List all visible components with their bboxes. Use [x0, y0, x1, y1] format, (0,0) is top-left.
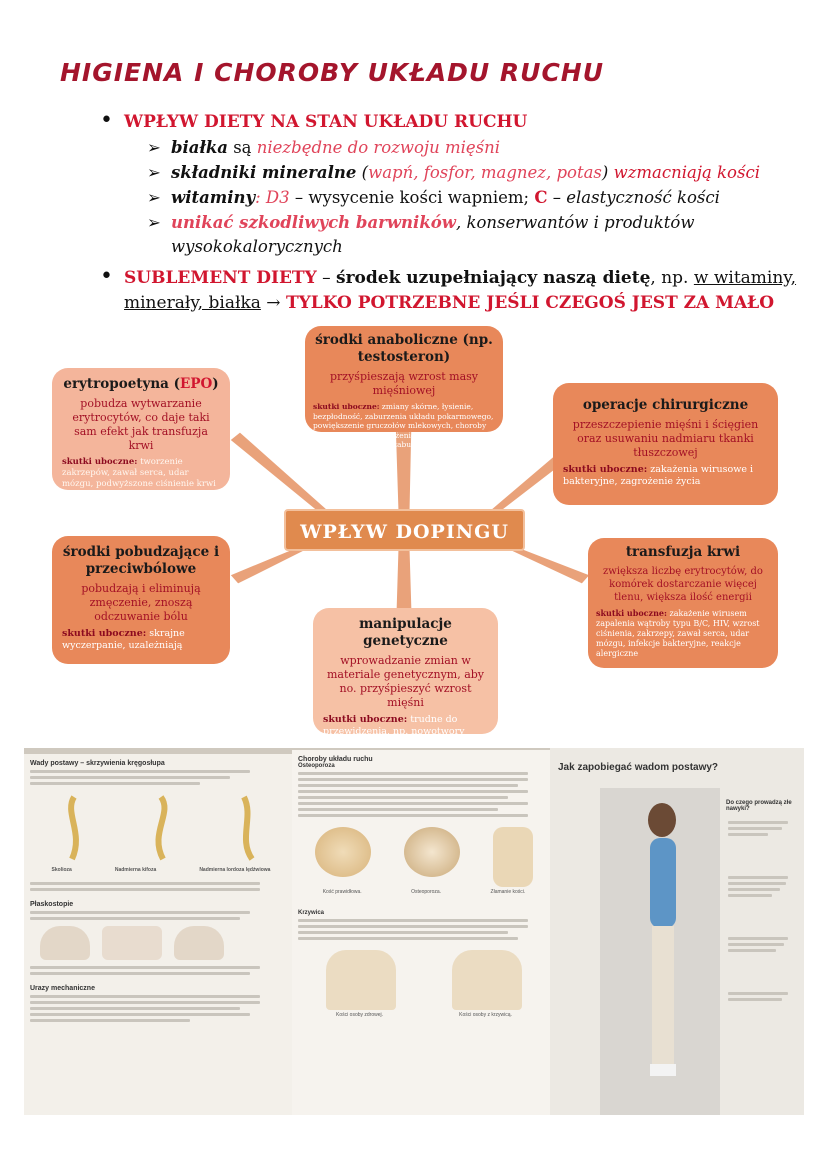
side-text: zmiany skórne, łysienie, bezpłodność, zaburzenia układu pokarmowego, powiększenie gruczołów mlekowych, choroby układu krążenia, obniżenie odporności i wzrost ryzyka nowotworów, zaburzenia psychiczne — [313, 402, 494, 449]
side-label: skutki uboczne: — [62, 457, 138, 467]
text-line — [298, 802, 528, 805]
footprint-icon — [40, 926, 90, 960]
spine-illustration-icon — [141, 793, 181, 863]
caption: Osteoporoza. — [411, 889, 442, 895]
line-bottom-right — [505, 546, 590, 584]
side-label: skutki uboczne: — [596, 608, 667, 618]
side-label: skutki uboczne: — [62, 628, 147, 639]
rickets-captions — [298, 1012, 550, 1019]
node-title-red: EPO — [180, 376, 213, 392]
text-line — [728, 998, 782, 1001]
diet-item-avoid-cont: wysokokalorycznych — [171, 237, 343, 256]
textbook-middle-page — [292, 750, 556, 1115]
node-stimulants — [52, 536, 230, 664]
text-line — [728, 937, 788, 940]
right-notes — [728, 818, 798, 1004]
text-line — [728, 821, 788, 824]
textbook-left-page — [24, 754, 298, 1115]
node-desc: przeszczepienie mięśni i ścięgien oraz usuwaniu nadmiaru tkanki tłuszczowej — [572, 418, 759, 459]
text-line — [728, 882, 786, 885]
item-text: – elastyczność kości — [547, 188, 720, 207]
item-bold: składniki mineralne — [171, 163, 357, 182]
node-title: środki anaboliczne (np. testosteron) — [315, 332, 493, 365]
node-genetic — [313, 608, 498, 737]
text-line — [30, 972, 250, 975]
bone-icon — [404, 827, 460, 877]
text-line — [30, 917, 240, 920]
text-line — [728, 943, 784, 946]
text-line — [30, 782, 200, 785]
text-line — [30, 776, 230, 779]
item-highlight: niezbędne do rozwoju mięśni — [256, 138, 501, 157]
text-line — [298, 931, 508, 934]
bone-figures — [298, 827, 550, 887]
arrow-icon: ➢ — [147, 188, 161, 207]
bone-icon — [315, 827, 371, 877]
text-line — [298, 784, 518, 787]
rickets-figures — [298, 950, 550, 1010]
text-line — [30, 1007, 240, 1010]
node-desc: zwiększa liczbę erytrocytów, do komórek dostarczanie więcej tlenu, większa ilość energii — [603, 566, 763, 603]
spine-figures — [30, 793, 292, 863]
caption: Kości osoby z krzywicą. — [459, 1011, 512, 1018]
text-line — [728, 992, 788, 995]
node-desc: wprowadzanie zmian w materiale genetycznym, aby no. przyśpieszyć wzrost mięśni — [326, 654, 485, 709]
text-line — [728, 827, 782, 830]
node-desc: pobudza wytwarzanie erytrocytów, co daje taki sam efekt jak transfuzja krwi — [72, 397, 210, 452]
text-line — [298, 808, 498, 811]
foot-icon — [102, 926, 162, 960]
node-title: manipulacje genetyczne — [359, 616, 452, 649]
side-text: skrajne wyczerpanie, uzależniają — [62, 628, 185, 651]
spine-illustration-icon — [54, 793, 94, 863]
bone-icon — [493, 827, 533, 887]
side-text: zakażenia wirusowe i bakteryjne, zagrożenie życia — [563, 464, 754, 487]
node-surgery — [553, 383, 778, 505]
page-title: HIGIENA I CHOROBY UKŁADU RUCHU — [60, 58, 605, 87]
text-line — [30, 911, 250, 914]
item-text: , konserwantów i produktów — [455, 213, 695, 232]
text-line — [30, 770, 250, 773]
caption: Kości osoby zdrowej. — [336, 1011, 384, 1018]
node-title-text: erytropoetyna ( — [63, 376, 181, 392]
node-title: operacje chirurgiczne — [582, 397, 749, 413]
item-highlight: wzmacniają kości — [608, 163, 760, 182]
text-line — [728, 876, 788, 879]
supplement-dash: – — [316, 268, 337, 288]
supplement-np: , np. — [650, 268, 694, 288]
item-text: ) — [601, 163, 609, 182]
caption: Kość prawidłowa. — [322, 889, 362, 895]
caption: Skolioza — [51, 867, 72, 873]
center-node: WPŁYW DOPINGU — [284, 509, 525, 551]
item-text: są — [227, 138, 257, 157]
node-side — [596, 608, 770, 659]
node-title-end: ) — [212, 376, 219, 392]
item-highlight: unikać szkodliwych barwników — [171, 213, 456, 232]
node-side — [62, 628, 220, 652]
node-side — [323, 714, 488, 738]
caption: Nadmierna lordoza lędźwiowa — [199, 867, 271, 873]
supplement-heading: SUBLEMENT DIETY — [124, 268, 317, 288]
text-line — [30, 966, 260, 969]
text-line — [30, 995, 260, 998]
supplement-note: TYLKO POTRZEBNE JEŚLI CZEGOŚ JEST ZA MAŁO — [285, 293, 775, 313]
item-text: ( — [356, 163, 369, 182]
item-highlight: D3 — [265, 188, 290, 207]
middle-heading-2: Krzywica — [298, 909, 325, 916]
text-line — [728, 949, 776, 952]
text-line — [30, 1001, 260, 1004]
supplement-arrow: → — [260, 293, 286, 313]
foot-figures — [40, 926, 292, 960]
right-heading: Jak zapobiegać wadom postawy? — [558, 762, 719, 773]
skeleton-icon — [452, 950, 522, 1010]
node-epo — [52, 368, 230, 490]
item-highlight: C — [534, 188, 548, 207]
node-side — [313, 402, 495, 450]
node-side — [62, 457, 220, 490]
text-line — [728, 894, 772, 897]
text-line — [298, 814, 528, 817]
text-line — [298, 778, 528, 781]
text-line — [30, 1013, 250, 1016]
supplement-def: środek uzupełniający naszą dietę — [336, 268, 651, 288]
side-text: trudne do przewidzenia, np. nowotwory — [323, 714, 465, 737]
right-subheading: Do czego prowadzą złe nawyki? — [726, 800, 792, 812]
text-line — [298, 790, 528, 793]
node-title: środki pobudzające i przeciwbólowe — [62, 544, 220, 577]
item-text: : — [255, 188, 266, 207]
text-line — [30, 1019, 190, 1022]
item-highlight: wapń, fosfor, magnez, potas — [368, 163, 602, 182]
side-text: tworzenie zakrzepów, zawał serca, udar mózgu, podwyższone ciśnienie krwi — [62, 457, 216, 489]
text-line — [30, 888, 260, 891]
line-bottom — [396, 548, 412, 614]
bullet-dot: • — [100, 264, 113, 289]
node-desc: pobudzają i eliminują zmęczenie, znoszą odczuwanie bólu — [81, 582, 201, 623]
arrow-icon: ➢ — [147, 138, 161, 157]
skeleton-icon — [326, 950, 396, 1010]
spine-illustration-icon — [228, 793, 268, 863]
item-bold: witaminy — [171, 188, 256, 207]
text-line — [30, 882, 260, 885]
bone-captions — [298, 889, 550, 896]
left-heading-2: Płaskostopie — [30, 900, 74, 908]
diet-heading: WPŁYW DIETY NA STAN UKŁADU RUCHU — [124, 112, 528, 132]
line-bottom-left — [230, 546, 310, 584]
footprint-icon — [174, 926, 224, 960]
node-transfusion — [588, 538, 778, 668]
node-side — [563, 464, 768, 488]
supplement-ex2: minerały, białka — [124, 293, 261, 313]
node-title — [62, 376, 220, 393]
text-line — [728, 833, 768, 836]
text-line — [728, 888, 780, 891]
middle-subheading: Osteoporoza — [298, 763, 335, 769]
side-label: skutki uboczne: — [323, 714, 408, 725]
item-text: – wysycenie kości wapniem; — [289, 188, 535, 207]
text-line — [298, 925, 528, 928]
textbook-right-page — [550, 748, 804, 1115]
side-label: skutki uboczne: — [563, 464, 648, 475]
middle-heading-1: Choroby układu ruchu — [298, 756, 373, 763]
caption: Nadmierna kifoza — [114, 867, 157, 873]
text-line — [298, 919, 528, 922]
text-line — [298, 796, 508, 799]
side-label: skutki uboczne: — [313, 402, 380, 411]
textbook-photo — [24, 748, 804, 1115]
person-illustration-icon — [622, 798, 702, 1098]
spine-captions — [30, 867, 292, 874]
arrow-icon: ➢ — [147, 163, 161, 182]
bullet-dot: • — [100, 108, 113, 133]
left-heading-3: Urazy mechaniczne — [30, 984, 95, 992]
caption: Złamanie kości. — [490, 889, 526, 895]
node-desc: przyśpieszają wzrost masy mięśniowej — [330, 370, 478, 397]
item-bold: białka — [171, 138, 228, 157]
node-title: transfuzja krwi — [625, 544, 741, 560]
arrow-icon: ➢ — [147, 213, 161, 232]
left-heading-1: Wady postawy – skrzywienia kręgosłupa — [30, 760, 165, 767]
supplement-ex1: w witaminy, — [693, 268, 797, 288]
text-line — [298, 937, 518, 940]
side-text: zakażenie wirusem zapalenia wątroby typu B/C, HIV, wzrost ciśnienia, zakrzepy, zawał serca, udar mózgu, infekcje bakteryjne, reakcje alergiczne — [596, 609, 760, 658]
text-line — [298, 772, 528, 775]
node-anabolic — [305, 326, 503, 449]
